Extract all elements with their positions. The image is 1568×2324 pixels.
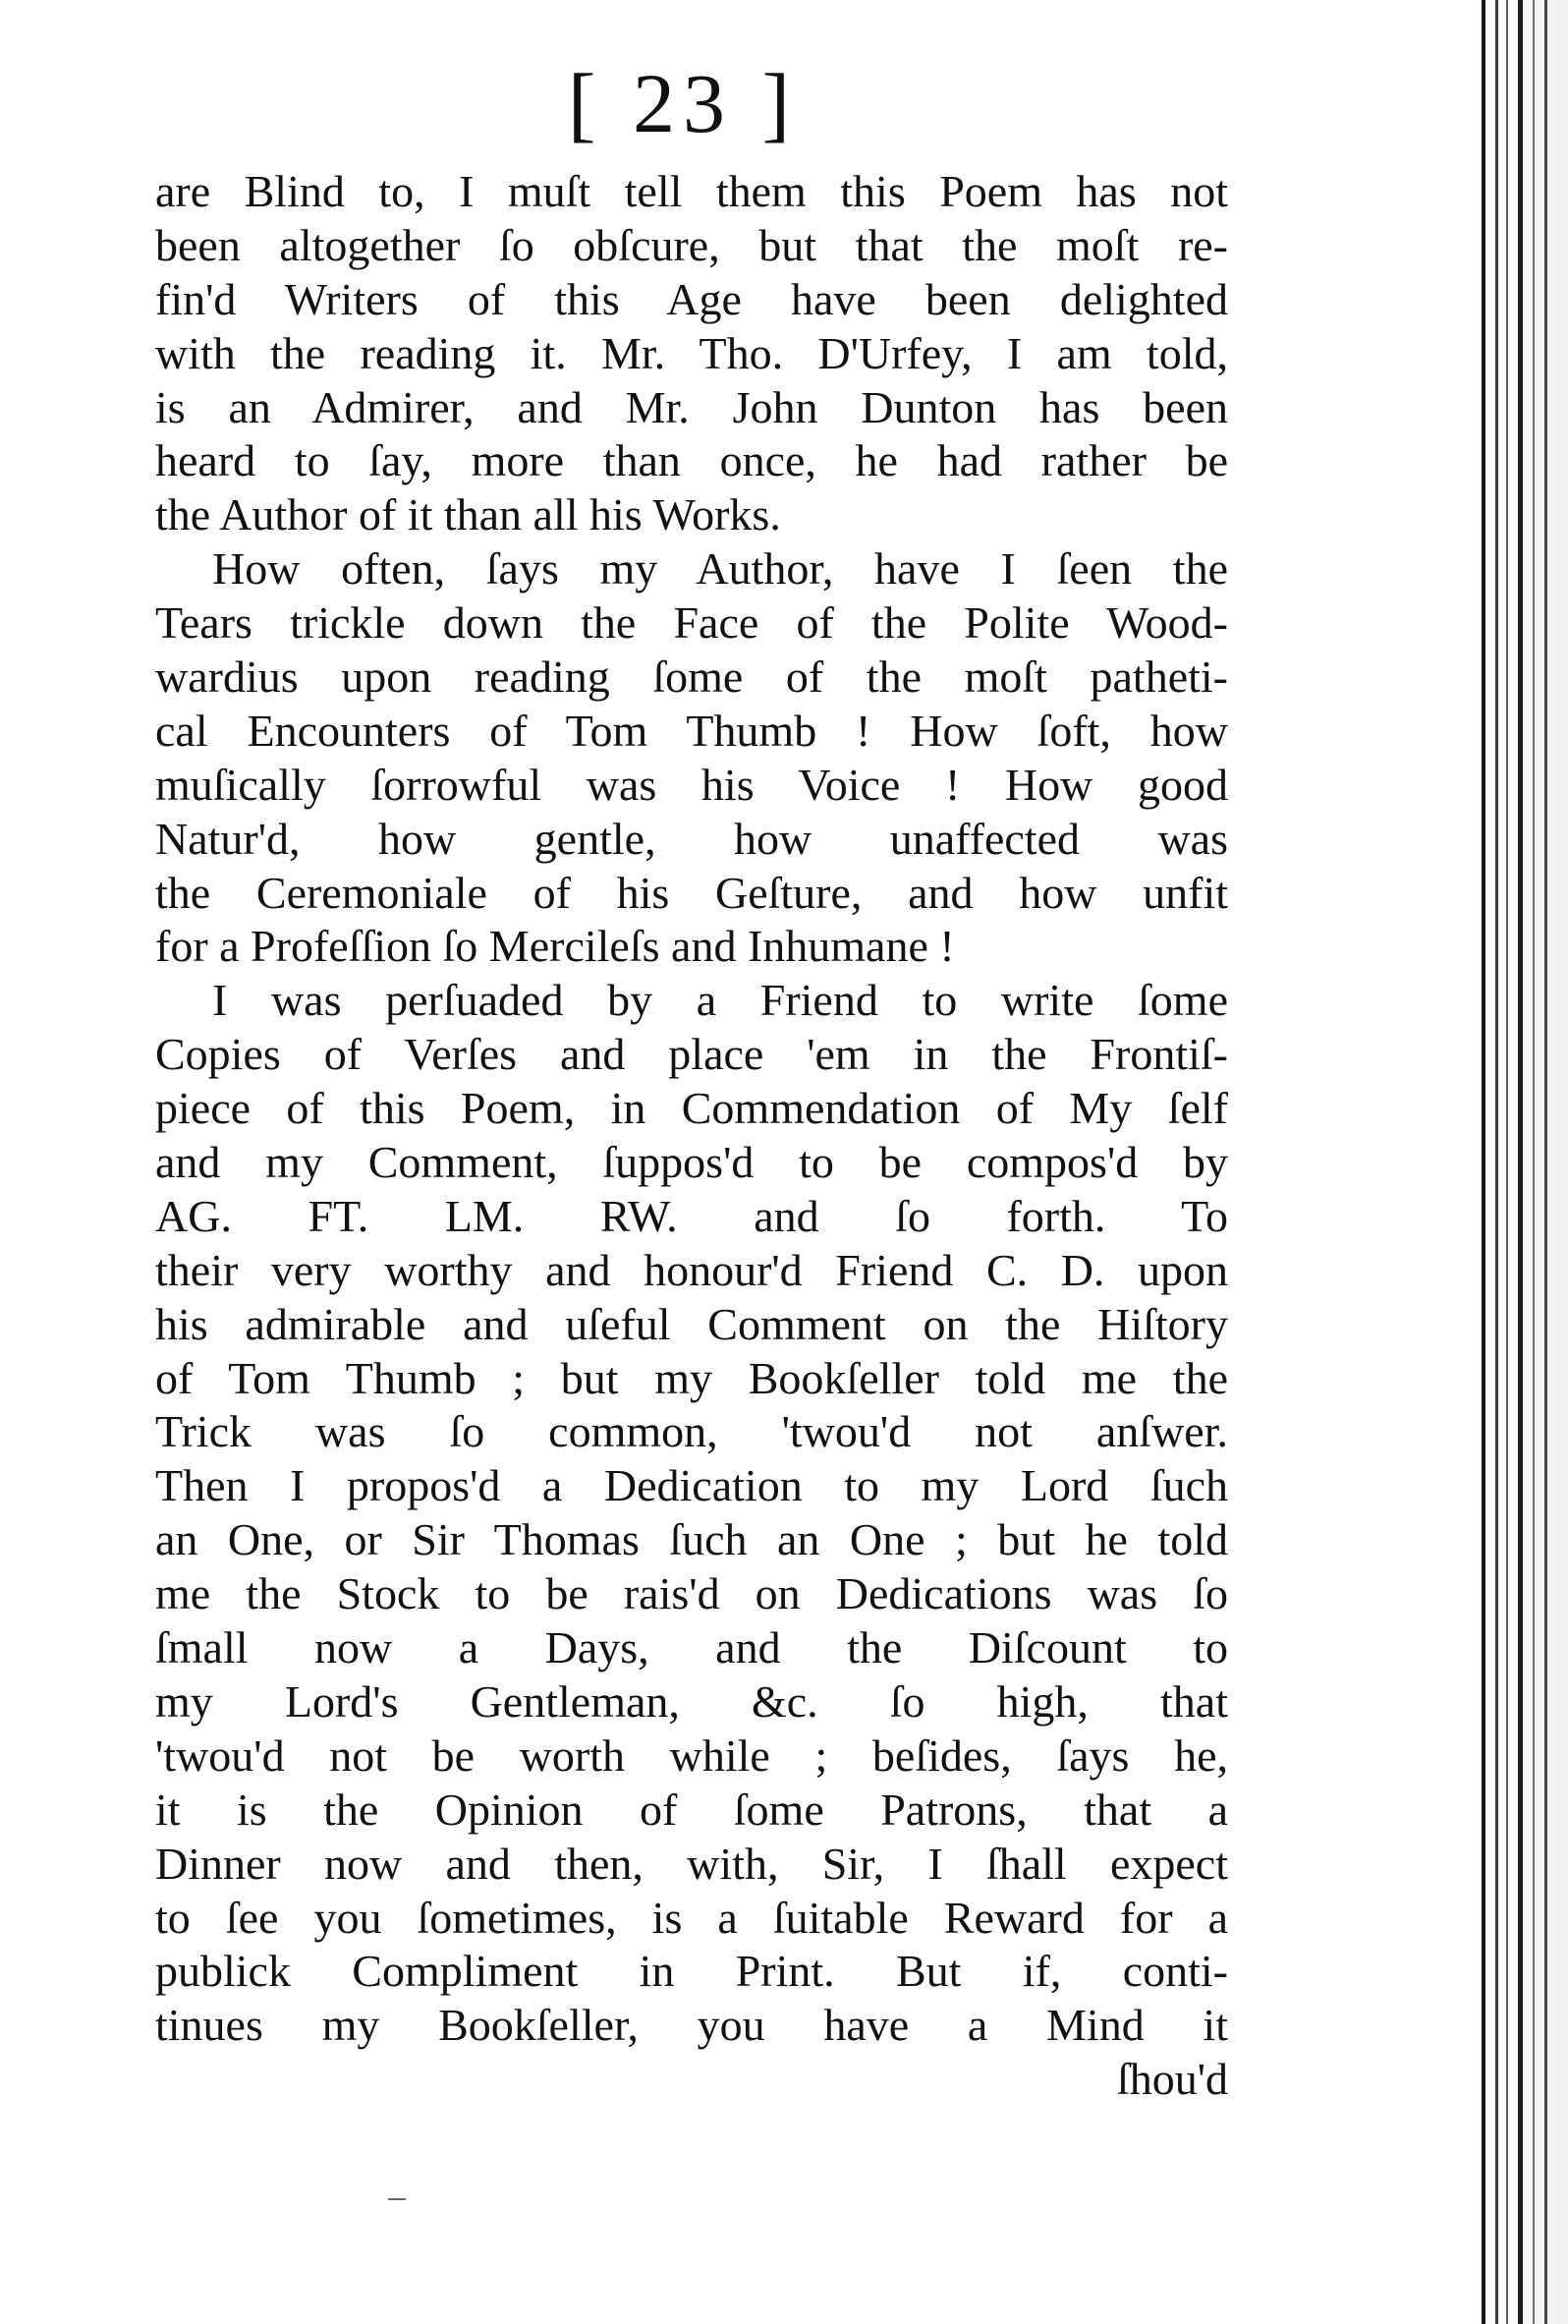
text-line: of Tom Thumb ; but my Bookſeller told me the	[155, 1352, 1228, 1403]
text-line: for a Profeſſion ſo Mercileſs and Inhumane !	[155, 921, 955, 972]
body-text	[155, 165, 1228, 2107]
text-line: is an Admirer, and Mr. John Dunton has been	[155, 381, 1228, 432]
text-line: his admirable and uſeful Comment on the Hiſtory	[155, 1298, 1228, 1349]
text-line: are Blind to, I muſt tell them this Poem has not	[155, 166, 1228, 216]
text-line: I was perſuaded by a Friend to write ſome	[212, 975, 1228, 1026]
text-line: ſmall now a Days, and the Diſcount to	[155, 1622, 1228, 1673]
text-line: the Author of it than all his Works.	[155, 489, 781, 540]
text-line: tinues my Bookſeller, you have a Mind it	[155, 2000, 1228, 2051]
text-line: 'twou'd not be worth while ; beſides, ſays he,	[155, 1729, 1228, 1781]
text-line: with the reading it. Mr. Tho. D'Urfey, I am told,	[155, 327, 1228, 378]
binding-edge-line	[1482, 0, 1485, 2324]
text-line: piece of this Poem, in Commendation of My ſelf	[155, 1083, 1228, 1134]
text-line: fin'd Writers of this Age have been delighted	[155, 273, 1228, 324]
text-line: me the Stock to be rais'd on Dedications was ſo	[155, 1568, 1228, 1619]
text-line: cal Encounters of Tom Thumb ! How ſoft, how	[155, 705, 1228, 756]
text-line: How often, ſays my Author, have I ſeen the	[212, 543, 1228, 595]
text-line: an One, or Sir Thomas ſuch an One ; but he told	[155, 1514, 1228, 1565]
text-line: wardius upon reading ſome of the moſt patheti-	[155, 652, 1228, 703]
text-line: Tears trickle down the Face of the Polite Wood-	[155, 597, 1228, 649]
text-line: muſically ſorrowful was his Voice ! How good	[155, 759, 1228, 810]
text-line: Dinner now and then, with, Sir, I ſhall expect	[155, 1838, 1228, 1889]
text-line: it is the Opinion of ſome Patrons, that a	[155, 1784, 1228, 1835]
binding-edge-line	[1506, 0, 1508, 2324]
binding-edge-line	[1544, 0, 1547, 2324]
binding-edge-line	[1533, 0, 1535, 2324]
text-line: Copies of Verſes and place 'em in the Frontiſ-	[155, 1029, 1228, 1080]
text-line: been altogether ſo obſcure, but that the moſt re-	[155, 219, 1228, 270]
binding-edge-line	[1518, 0, 1523, 2324]
page-number: [ 23 ]	[567, 56, 799, 150]
text-line: Natur'd, how gentle, how unaffected was	[155, 813, 1228, 864]
text-line: and my Comment, ſuppos'd to be compos'd by	[155, 1137, 1228, 1188]
binding-edge-line	[1495, 0, 1498, 2324]
text-line: their very worthy and honour'd Friend C. D. upon	[155, 1244, 1228, 1295]
text-line: Then I propos'd a Dedication to my Lord ſuch	[155, 1460, 1228, 1511]
catchword: ſhou'd	[1116, 2054, 1228, 2105]
text-line: the Ceremoniale of his Geſture, and how unfit	[155, 867, 1228, 918]
text-line: heard to ſay, more than once, he had rather be	[155, 435, 1228, 486]
footer-mark	[388, 2198, 406, 2200]
text-line: AG. FT. LM. RW. and ſo forth. To	[155, 1190, 1228, 1241]
text-line: my Lord's Gentleman, &c. ſo high, that	[155, 1675, 1228, 1727]
text-line: Trick was ſo common, 'twou'd not anſwer.	[155, 1406, 1228, 1457]
text-line: to ſee you ſometimes, is a ſuitable Reward for a	[155, 1892, 1228, 1943]
text-line: publick Compliment in Print. But if, conti-	[155, 1946, 1228, 1997]
